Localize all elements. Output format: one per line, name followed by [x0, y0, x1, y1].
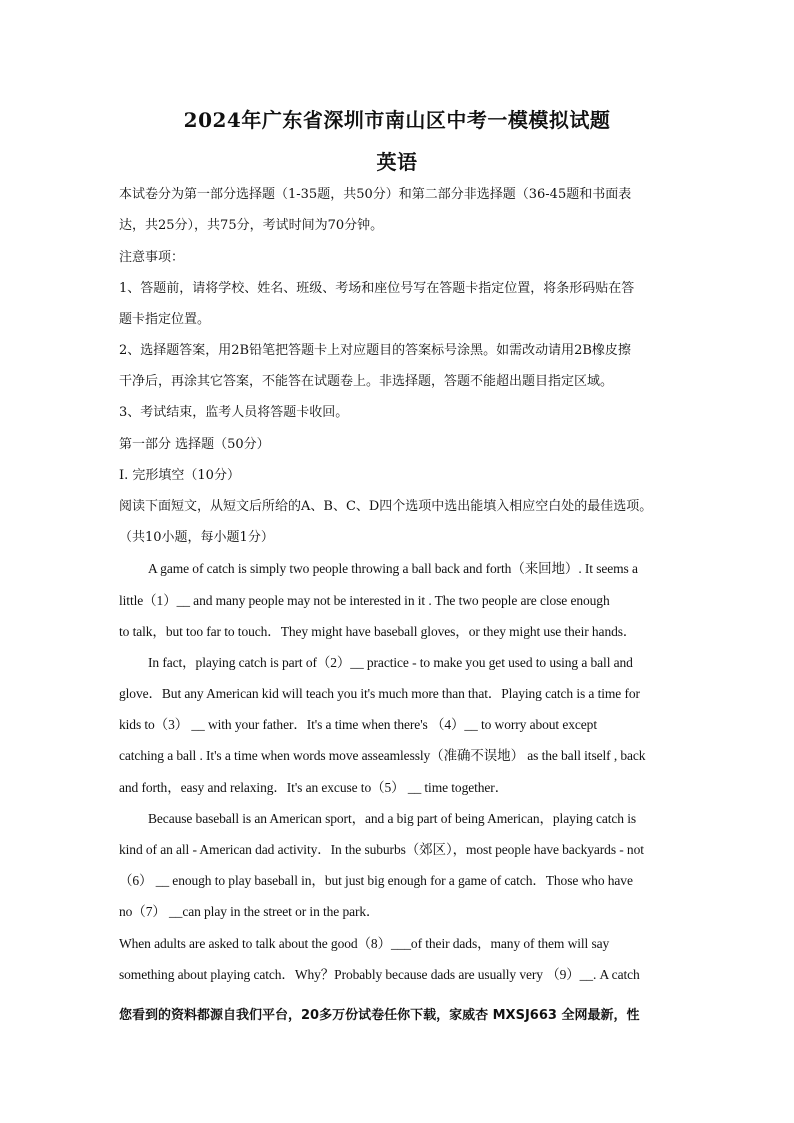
note-2-line-2: 干净后，再涂其它答案，不能答在试题卷上。非选择题，答题不能超出题目指定区域。: [119, 374, 614, 389]
passage-line: little（1）__ and many people may not be interested in it . The two people are close enough: [119, 593, 610, 608]
note-3: 3、考试结束，监考人员将答题卡收回。: [119, 405, 349, 420]
passage-line: A game of catch is simply two people throwing a ball back and forth（来回地）. It seems a: [148, 561, 638, 576]
instruction-line-1: 阅读下面短文，从短文后所给的A、B、C、D四个选项中选出能填入相应空白处的最佳选项。: [119, 499, 653, 514]
instruction-line-2: （共10小题，每小题1分）: [119, 530, 274, 545]
exam-title: 2024年广东省深圳市南山区中考一模模拟试题: [183, 108, 611, 132]
note-1-line-2: 题卡指定位置。: [119, 312, 211, 327]
passage-line: When adults are asked to talk about the good（8）___of their dads，many of them will say: [119, 936, 610, 951]
passage-line: （6） __ enough to play baseball in，but just big enough for a game of catch．Those who have: [119, 873, 633, 888]
intro-line-2: 达，共25分），共75分，考试时间为70分钟。: [119, 218, 384, 233]
passage-line: and forth，easy and relaxing．It's an excuse to（5） __ time together．: [119, 780, 509, 795]
note-2-line-1: 2、选择题答案，用2B铅笔把答题卡上对应题目的答案标号涂黑。如需改动请用2B橡皮擦: [119, 343, 631, 358]
passage-line: glove．But any American kid will teach you it's much more than that．Playing catch is a time for: [119, 686, 640, 701]
passage-line: something about playing catch．Why？Probably because dads are usually very （9）__. A catch: [119, 967, 640, 982]
section-heading: Ⅰ. 完形填空（10分）: [119, 468, 240, 483]
intro-line-1: 本试卷分为第一部分选择题（1-35题，共50分）和第二部分非选择题（36-45题和书面表: [119, 187, 632, 202]
passage-line: to talk，but too far to touch．They might have baseball gloves，or they might use their hands．: [119, 624, 637, 639]
note-1-line-1: 1、答题前，请将学校、姓名、班级、考场和座位号写在答题卡指定位置，将条形码贴在答: [119, 281, 635, 296]
subject-title: 英语: [376, 150, 418, 174]
notes-heading: 注意事项：: [119, 250, 185, 265]
passage-line: kind of an all - American dad activity．In the suburbs（郊区），most people have backyards - not: [119, 842, 644, 857]
passage-line: In fact，playing catch is part of（2）__ practice - to make you get used to using a ball and: [148, 655, 633, 670]
passage-line: catching a ball . It's a time when words move asseamlessly（准确不误地） as the ball itself , back: [119, 748, 646, 763]
passage-line: no（7） __can play in the street or in the park．: [119, 904, 380, 919]
footer-watermark-text: 您看到的资料都源自我们平台，20多万份试卷任你下载，家威杏 MXSJ663 全网最新，性: [119, 1008, 640, 1023]
passage-line: kids to（3） __ with your father．It's a time when there's （4）__ to worry about except: [119, 717, 597, 732]
part1-heading: 第一部分 选择题（50分）: [119, 437, 270, 452]
passage-line: Because baseball is an American sport，and a big part of being American，playing catch is: [148, 811, 637, 826]
